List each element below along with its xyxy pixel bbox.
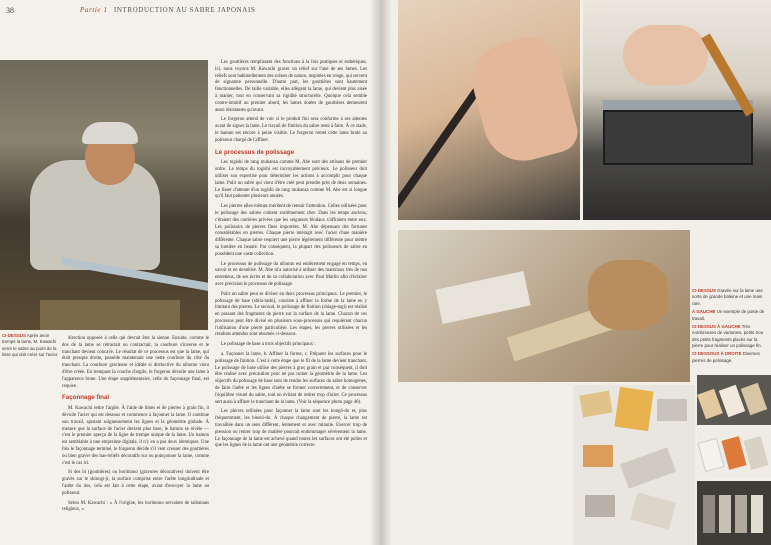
caption-text: Après avoir trempé la lame, M. Kawachi serre le sabre au point de la lisse qui doit créer sur l'acier. bbox=[2, 333, 59, 358]
swordsmith-photo bbox=[0, 60, 208, 330]
paragraph: Les togishi de rang mukansa comme M. Abe sont des artisans de premier ordre. Le temps du togishi est incroyablement précieux. Le polisseur doit utiliser son expertise pour déterminer les actions à accomplir pour chaque lame. Polir un sabre qui vient d'être créé peut prendre près de deux semaines. Le lisser d'attente d'un togishi de rang mukansa comme M. Abe est si longue qu'il faut patienter plusieurs années. bbox=[215, 160, 367, 200]
photo-caption bbox=[2, 333, 59, 359]
caption-text: Gravée sur la lame une sorte de grande baleine et une main rare. bbox=[692, 288, 763, 306]
body-column-a bbox=[62, 336, 209, 517]
running-head-part: Partie 1 bbox=[80, 6, 108, 14]
paragraph: Les gouttières remplissent des fonctions à la fois pratiques et esthétiques. Ici, nous voyons M. Kawachi graver un relief sur l'une de ses lames. Les reliefs sont habituellement des scènes de nature, inspirées en rouge, qui servent de signature personnelle. D'autre part, les gouttières sont hautement fonctionnelles. De taille variable, elles allègent la lame, qui devient plus aisée à manier, tout en conservant sa rigidité structurelle. Quoique cela semble contre-intuitif au premier abord, les lames dotées de gouttières demeurent aussi résistantes qu'avant. bbox=[215, 60, 367, 113]
caption-text: Très nombreuses de variantes, petits trou des petits fragments placés sur la pierre pour réaliser un polissage fin. bbox=[692, 323, 764, 348]
paragraph: Les pierres utilisées pour façonner la lame sont les kongō-do et, plus fréquemment, les binsui-do. À chaque changement de pierre, la lame est travaillée dans un sens différent, lentement et avec minutie. Exercer trop de pression ou retirer trop de matière pourrait endommager sévèrement la lame. Le façonnage de la lame est achevé quand toutes les surfaces ont été polies et que les lignes de la lame ont une géométrie correcte. bbox=[215, 409, 367, 449]
paragraph: Selon M. Kawachi : « À l'origine, les horimono servaient de talismans religieux, » bbox=[62, 500, 209, 513]
polishing-stones-photo-2 bbox=[697, 428, 771, 478]
paragraph: Le forgeron attend de voir si le produit fini sera conforme à ses attentes avant de signer la lame. Le travail de finition du sabre reste à faire. À ce stade, le hamon est encore à peine visible. Le forgeron remet cette lame brute au polisseur chargé de l'affiner. bbox=[215, 117, 367, 143]
running-head-title: INTRODUCTION AU SABRE JAPONAIS bbox=[113, 6, 256, 14]
caption-text: Un exemple de poste de travail. bbox=[692, 309, 765, 321]
section-heading-facon: Façonnage final bbox=[62, 394, 110, 402]
paragraph: Polir un sabre peut se diviser en deux processus principaux. Le premier, le polissage de base (shita-tashi), consiste à affiner la forme de la lame en y limitant des pierres. Le second, le polissage de finition (shiage-togi) est réalisé en passant des fragments de pierre sur la surface de la lame. Chacun de ces processus peut être divisé en plusieurs sous-processus qui requièrent chacun l'utilisation d'une pierre particulière. Les étapes, les pierres utilisées et les résultats attendus sont résumés ci-dessous. bbox=[215, 291, 367, 338]
paragraph: Le processus de polissage du nihonto est entièrement engagé en temps, en savoir et en dextérité. M. Abe m'a autorisé à utiliser des matériaux très de nos entretiens, de ses écrits et de sa collaboration avec Paul Martin afin d'éclairer avec précision le processus de polissage. bbox=[215, 261, 367, 287]
section-heading-polissage: Le processus de polissage bbox=[215, 148, 295, 156]
polishing-station-photo bbox=[398, 230, 690, 382]
paragraph: M. Kawachi retire l'argile. À l'aide de limes et de pierres à grain fin, il dévoile l'acier qui est dessous et commence à façonner la lame. Il continue son travail, ajustant soigneusement les lignes et la géométrie globale. À mesure que la surface de l'acier devient plus lisse, le hamon se révèle — c'est le premier aperçu de la ligne de trempe unique de la lame. Un hamon est semblable à une empreinte digitale, il n'y en a pas deux identiques. Une fois le façonnage terminé, le forgeron décide s'il veut creuser des gouttières ou bien graver des bas-reliefs décoratifs sur ou poinçonner la lame, comme c'est le cas ici. bbox=[62, 406, 209, 466]
engraving-photo bbox=[583, 0, 771, 220]
caption-key: À GAUCHE bbox=[692, 309, 716, 315]
caption bbox=[692, 324, 768, 350]
caption-text: Diverses pierres de polissage. bbox=[692, 351, 760, 363]
paragraph: a. Façonner la lame, b. Affiner la forme, c. Préparer les surfaces pour le polissage de finition. C'est à cette étape que le fil de la lame devient tranchant. Le polissage de base utilise des pierres à gros grain et par conséquent, il doit être réalisé avec précaution pour ne pas ruiner la géométrie de la lame. Les objectifs du polissage de base sont de rendre les surfaces du sabre homogènes, de faire l'arête et les lignes d'arête se former correctement, et de conserver l'équilibre visuel du sabre, tout en évitant de retirer trop d'acier. Ce processus sert aussi à affiner le tranchant de la lame. (Voir la séquence photo page 48). bbox=[215, 352, 367, 405]
body-column-b bbox=[215, 60, 367, 453]
caption-key: CI-DESSOUS À DROITE bbox=[692, 351, 742, 357]
left-page bbox=[0, 0, 381, 545]
paragraph: Le polissage de base a trois objectifs principaux : bbox=[221, 342, 316, 348]
paragraph: Les pierres elles-mêmes méritent de retenir l'attention. Celles utilisées pour le polissage des sabres coûtent extrêmement cher. Dans les temps anciens, c'étaient des carrières privées que les seigneurs féodaux s'offraient entre eux. Les polissoirs de pierres fines importées. M. Abe dépensant des fortunes considérables en pierres. Chaque pierre interagit avec l'acier d'une manière différente. Chaque sabre requiert une pierre légèrement différente pour mettre sa lumière en beauté. Par conséquent, la plupart des polisseurs de sabre en possèdent une vaste collection. bbox=[215, 204, 367, 257]
running-head bbox=[80, 6, 255, 14]
caption-key: CI-DESSUS bbox=[692, 288, 716, 293]
paragraph: Si des bi (gouttières) ou horimono (gravures décoratives) doivent être gravés sur le shinogi-ji, la surface comprise entre l'arête longitudinale et l'arête du dos, cela est fait à cette étape, avant d'envoyer la lame au polisseur. bbox=[62, 470, 209, 496]
filing-photo bbox=[398, 0, 580, 220]
caption-key: CI-DESSUS À GAUCHE bbox=[692, 323, 741, 329]
page-number: 38 bbox=[6, 6, 14, 15]
caption-key: CI-DESSUS bbox=[2, 333, 26, 338]
polishing-fragments-photo bbox=[573, 385, 695, 545]
paragraph: direction opposée à celle qui devrait être la sienne. Ensuite, comme le dos de la lame se rétractait ou contractait, la courbure s'inverse et le tranchant devient concave. Le résultat de ce processus est que la lame, qui était presque droite, possède maintenant une nette courbure du côté du tranchant. La courbure gracieuse et idéale si distinctive du nihonto vient d'être créée. En trempant la couche d'argile, le forgeron dévoile une lame à l'apparence brute. Une étape supplémentaire, celle du façonnage final, est requise. bbox=[62, 336, 209, 389]
caption bbox=[692, 351, 768, 364]
polishing-stones-photo-1 bbox=[697, 375, 771, 425]
right-captions bbox=[692, 288, 768, 366]
polishing-stones-photo-3 bbox=[697, 481, 771, 545]
book-gutter bbox=[370, 0, 392, 545]
caption bbox=[692, 288, 768, 307]
caption bbox=[692, 309, 768, 322]
